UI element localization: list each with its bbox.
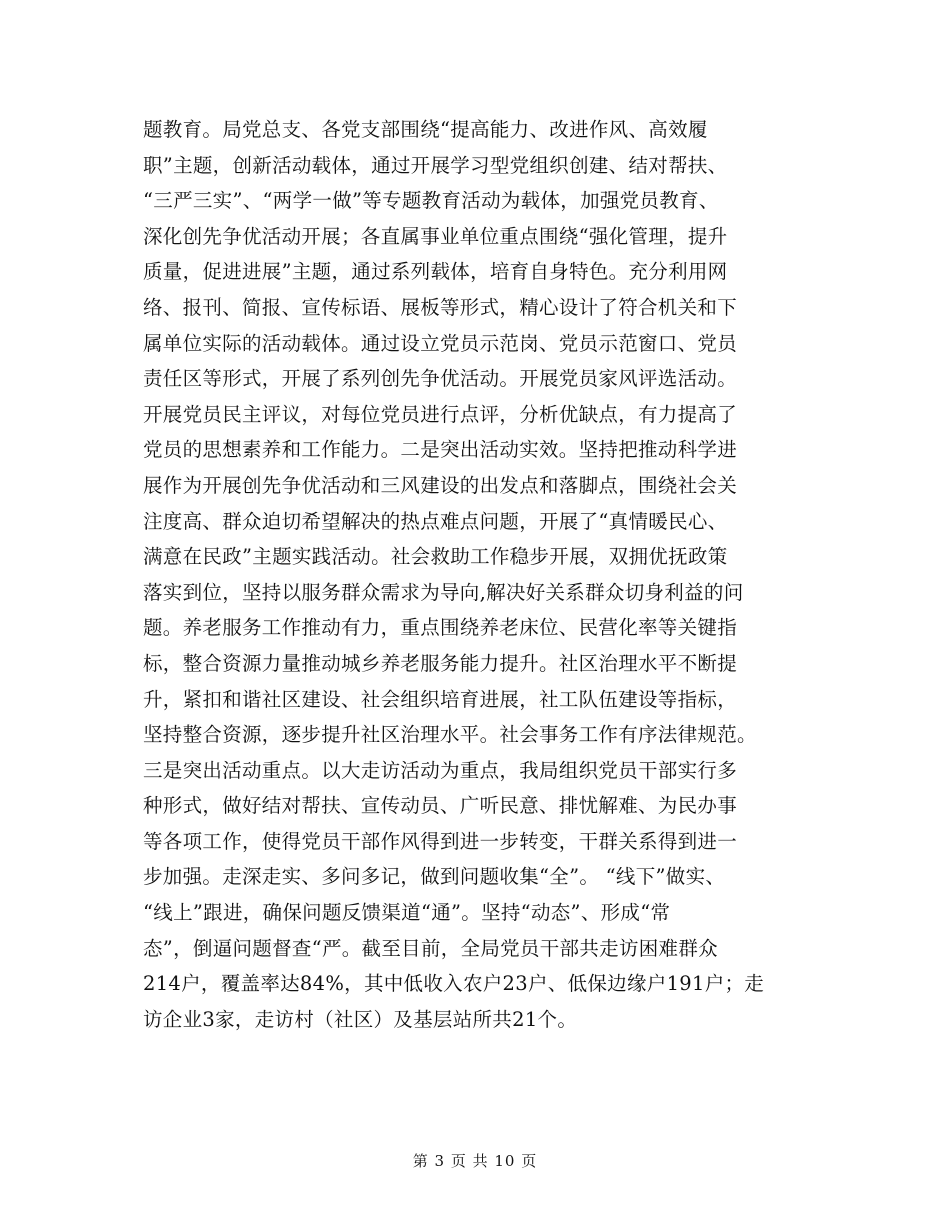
text-line: 214户，覆盖率达84%，其中低收入农户23户、低保边缘户191户；走: [143, 972, 765, 996]
text-line: “线上”跟进，确保问题反馈渠道“通”。坚持“动态”、形成“常: [143, 901, 671, 925]
text-line: 展作为开展创先争优活动和三风建设的出发点和落脚点，围绕社会关: [143, 473, 738, 497]
text-line: 升，紧扣和谐社区建设、社会组织培育进展，社工队伍建设等指标，: [143, 687, 738, 711]
text-line: 题教育。局党总支、各党支部围绕“提高能力、改进作风、高效履: [143, 118, 708, 141]
text-line: 满意在民政”主题实践活动。社会救助工作稳步开展，双拥优抚政策: [143, 545, 728, 569]
text-line: 访企业3家，走访村（社区）及基层站所共21个。: [143, 1007, 578, 1031]
page-number-footer: 第 3 页 共 10 页: [412, 1152, 538, 1170]
text-line: 责任区等形式，开展了系列创先争优活动。开展党员家风评选活动。: [143, 367, 738, 391]
text-line: 题。养老服务工作推动有力，重点围绕养老床位、民营化率等关键指: [143, 616, 738, 640]
text-line: 标，整合资源力量推动城乡养老服务能力提升。社区治理水平不断提: [143, 651, 738, 675]
text-line: 属单位实际的活动载体。通过设立党员示范岗、党员示范窗口、党员: [143, 331, 738, 355]
text-line: 三是突出活动重点。以大走访活动为重点，我局组织党员干部实行多: [143, 758, 738, 782]
text-line: 等各项工作，使得党员干部作风得到进一步转变，干群关系得到进一: [143, 829, 738, 853]
text-line: 步加强。走深走实、多问多记，做到问题收集“全”。 “线下”做实、: [143, 865, 726, 889]
text-line: 党员的思想素养和工作能力。二是突出活动实效。坚持把推动科学进: [143, 438, 738, 462]
text-line: 注度高、群众迫切希望解决的热点难点问题，开展了“真情暖民心、: [143, 509, 728, 533]
text-line: “三严三实”、“两学一做”等专题教育活动为载体，加强党员教育、: [143, 189, 719, 213]
text-line: 深化创先争优活动开展；各直属事业单位重点围绕“强化管理，提升: [143, 224, 728, 248]
text-line: 落实到位，坚持以服务群众需求为导向,解决好关系群众切身利益的问: [143, 580, 744, 604]
body-text: [143, 112, 833, 1037]
text-line: 质量，促进进展”主题，通过系列载体，培育自身特色。充分利用网: [143, 260, 728, 284]
text-line: 态”，倒逼问题督查“严。截至目前，全局党员干部共走访困难群众: [143, 936, 718, 960]
text-line: 络、报刊、简报、宣传标语、展板等形式，精心设计了符合机关和下: [143, 295, 738, 319]
text-line: 坚持整合资源，逐步提升社区治理水平。社会事务工作有序法律规范。: [143, 723, 757, 747]
text-line: 种形式，做好结对帮扶、宣传动员、广听民意、排忧解难、为民办事: [143, 794, 738, 818]
text-line: 开展党员民主评议，对每位党员进行点评，分析优缺点，有力提高了: [143, 402, 738, 426]
text-line: 职”主题，创新活动载体，通过开展学习型党组织创建、结对帮扶、: [143, 153, 728, 177]
